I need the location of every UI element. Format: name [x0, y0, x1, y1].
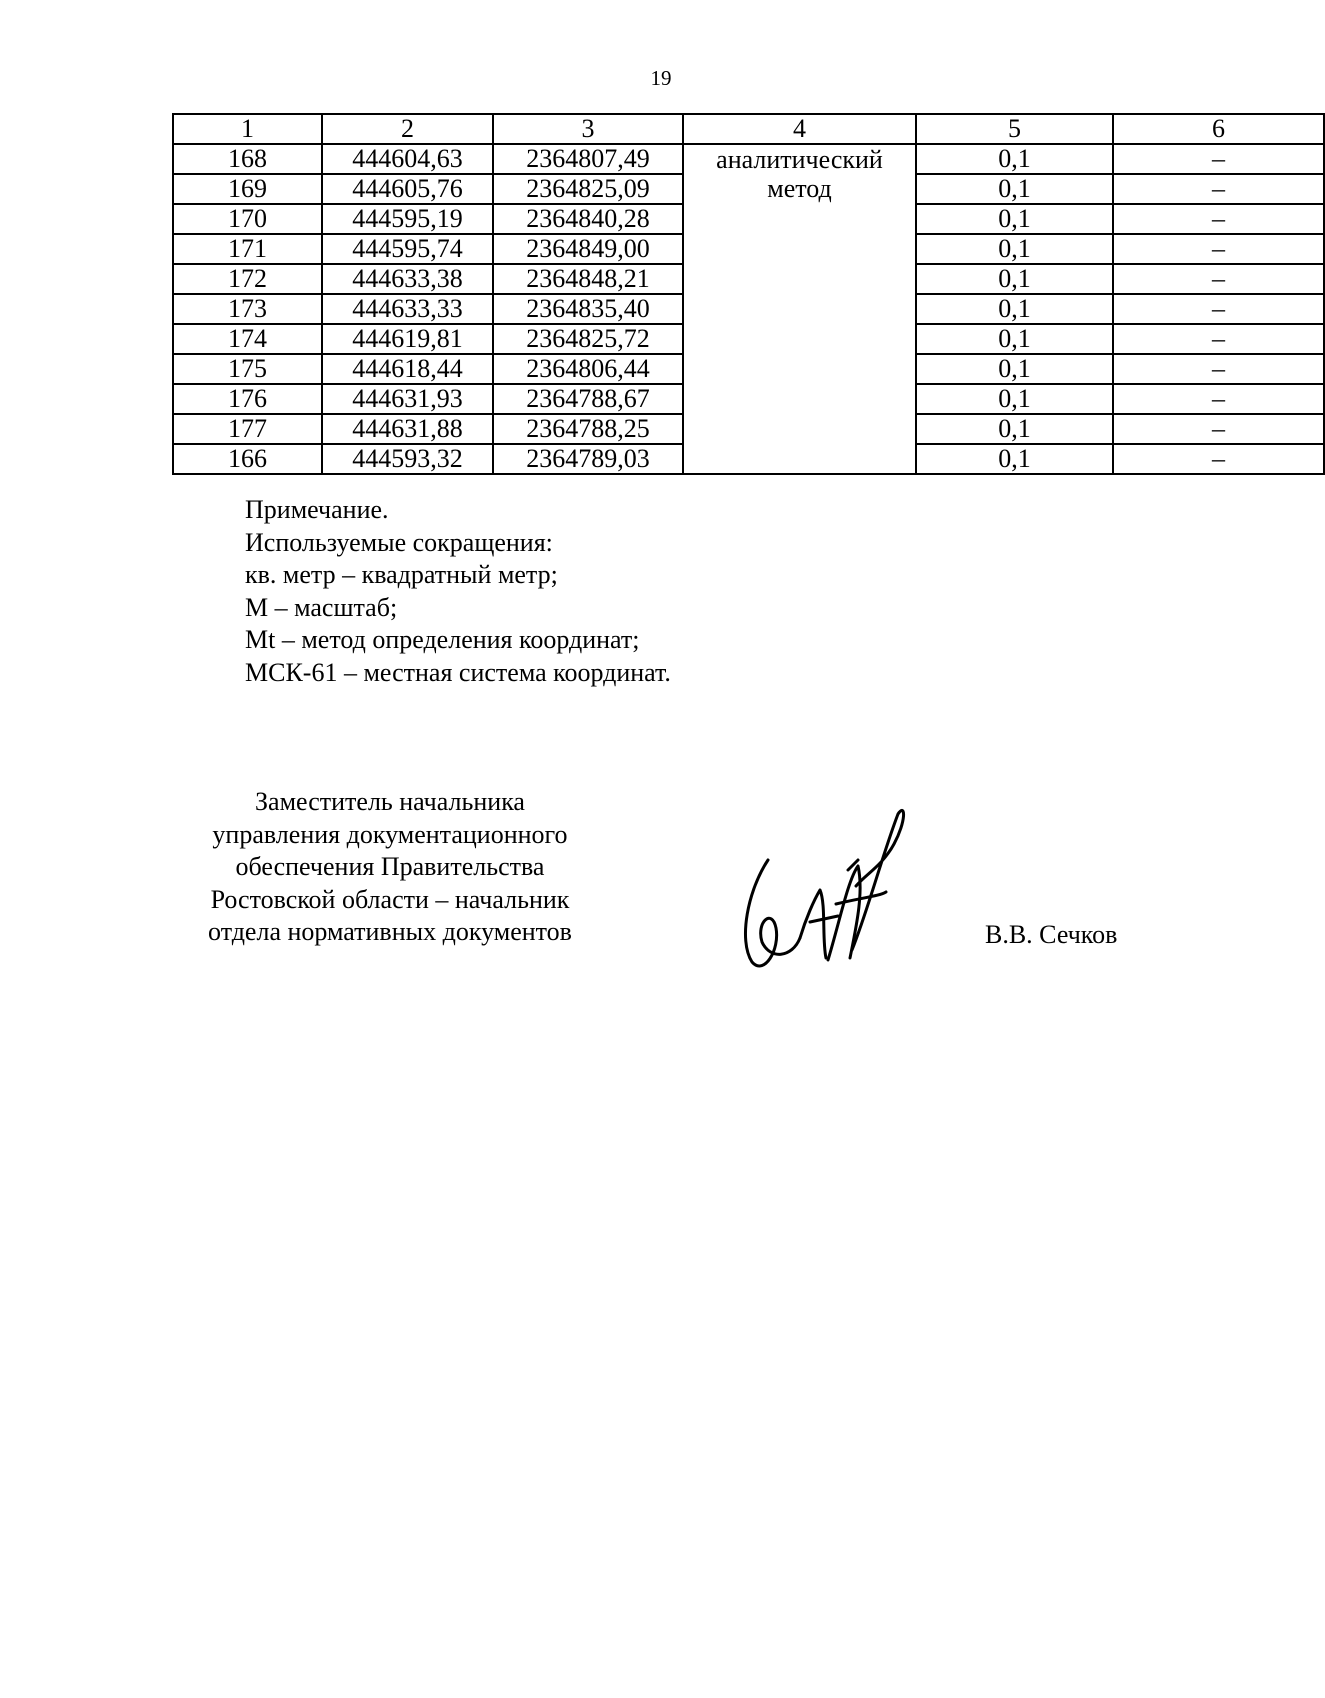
note-line: МСК-61 – местная система координат.	[245, 657, 671, 687]
y-coordinate-cell: 2364825,09	[493, 174, 683, 204]
x-coordinate-cell: 444633,38	[322, 264, 493, 294]
y-coordinate-cell: 2364849,00	[493, 234, 683, 264]
page-number: 19	[650, 66, 672, 90]
signatory-position	[160, 786, 620, 949]
table-header-cell: 3	[493, 114, 683, 144]
note-line: кв. метр – квадратный метр;	[245, 560, 558, 589]
table-header-cell: 6	[1113, 114, 1324, 144]
x-coordinate-cell: 444605,76	[322, 174, 493, 204]
method-cell: аналитический метод	[683, 144, 916, 474]
point-number-cell: 170	[173, 204, 322, 234]
y-coordinate-cell: 2364789,03	[493, 444, 683, 474]
y-coordinate-cell: 2364848,21	[493, 264, 683, 294]
accuracy-cell: 0,1	[916, 264, 1113, 294]
accuracy-cell: 0,1	[916, 384, 1113, 414]
table-header-cell: 4	[683, 114, 916, 144]
x-coordinate-cell: 444631,88	[322, 414, 493, 444]
description-cell: –	[1113, 414, 1324, 444]
accuracy-cell: 0,1	[916, 174, 1113, 204]
signatory-line: управления документационного	[212, 819, 568, 849]
accuracy-cell: 0,1	[916, 294, 1113, 324]
description-cell: –	[1113, 174, 1324, 204]
y-coordinate-cell: 2364788,67	[493, 384, 683, 414]
accuracy-cell: 0,1	[916, 414, 1113, 444]
point-number-cell: 173	[173, 294, 322, 324]
x-coordinate-cell: 444633,33	[322, 294, 493, 324]
signatory-line: обеспечения Правительства	[235, 852, 545, 881]
description-cell: –	[1113, 264, 1324, 294]
x-coordinate-cell: 444604,63	[322, 144, 493, 174]
point-number-cell: 175	[173, 354, 322, 384]
x-coordinate-cell: 444595,19	[322, 204, 493, 234]
table-header-cell: 5	[916, 114, 1113, 144]
point-number-cell: 168	[173, 144, 322, 174]
point-number-cell: 169	[173, 174, 322, 204]
y-coordinate-cell: 2364788,25	[493, 414, 683, 444]
point-number-cell: 172	[173, 264, 322, 294]
x-coordinate-cell: 444593,32	[322, 444, 493, 474]
note-block	[245, 494, 671, 689]
y-coordinate-cell: 2364835,40	[493, 294, 683, 324]
description-cell: –	[1113, 144, 1324, 174]
handwritten-signature	[730, 800, 910, 975]
point-number-cell: 171	[173, 234, 322, 264]
y-coordinate-cell: 2364806,44	[493, 354, 683, 384]
table-header-cell: 1	[173, 114, 322, 144]
accuracy-cell: 0,1	[916, 144, 1113, 174]
description-cell: –	[1113, 294, 1324, 324]
coordinates-table	[172, 113, 1325, 475]
x-coordinate-cell: 444619,81	[322, 324, 493, 354]
y-coordinate-cell: 2364840,28	[493, 204, 683, 234]
note-line: М – масштаб;	[245, 592, 398, 622]
signatory-line: Заместитель начальника	[255, 787, 525, 816]
table-header-row	[173, 114, 1324, 144]
description-cell: –	[1113, 234, 1324, 264]
signatory-line: отдела нормативных документов	[208, 917, 572, 946]
accuracy-cell: 0,1	[916, 204, 1113, 234]
table-header-cell: 2	[322, 114, 493, 144]
x-coordinate-cell: 444595,74	[322, 234, 493, 264]
description-cell: –	[1113, 444, 1324, 474]
signer-name: В.В. Сечков	[985, 920, 1118, 949]
table-row	[173, 144, 1324, 174]
x-coordinate-cell: 444618,44	[322, 354, 493, 384]
point-number-cell: 166	[173, 444, 322, 474]
note-line: Используемые сокращения:	[245, 527, 553, 557]
point-number-cell: 174	[173, 324, 322, 354]
description-cell: –	[1113, 204, 1324, 234]
x-coordinate-cell: 444631,93	[322, 384, 493, 414]
point-number-cell: 176	[173, 384, 322, 414]
point-number-cell: 177	[173, 414, 322, 444]
note-line: Mt – метод определения координат;	[245, 625, 640, 654]
description-cell: –	[1113, 384, 1324, 414]
accuracy-cell: 0,1	[916, 234, 1113, 264]
description-cell: –	[1113, 324, 1324, 354]
y-coordinate-cell: 2364807,49	[493, 144, 683, 174]
signatory-line: Ростовской области – начальник	[210, 884, 570, 914]
accuracy-cell: 0,1	[916, 444, 1113, 474]
note-title: Примечание.	[245, 495, 389, 524]
accuracy-cell: 0,1	[916, 354, 1113, 384]
y-coordinate-cell: 2364825,72	[493, 324, 683, 354]
description-cell: –	[1113, 354, 1324, 384]
accuracy-cell: 0,1	[916, 324, 1113, 354]
